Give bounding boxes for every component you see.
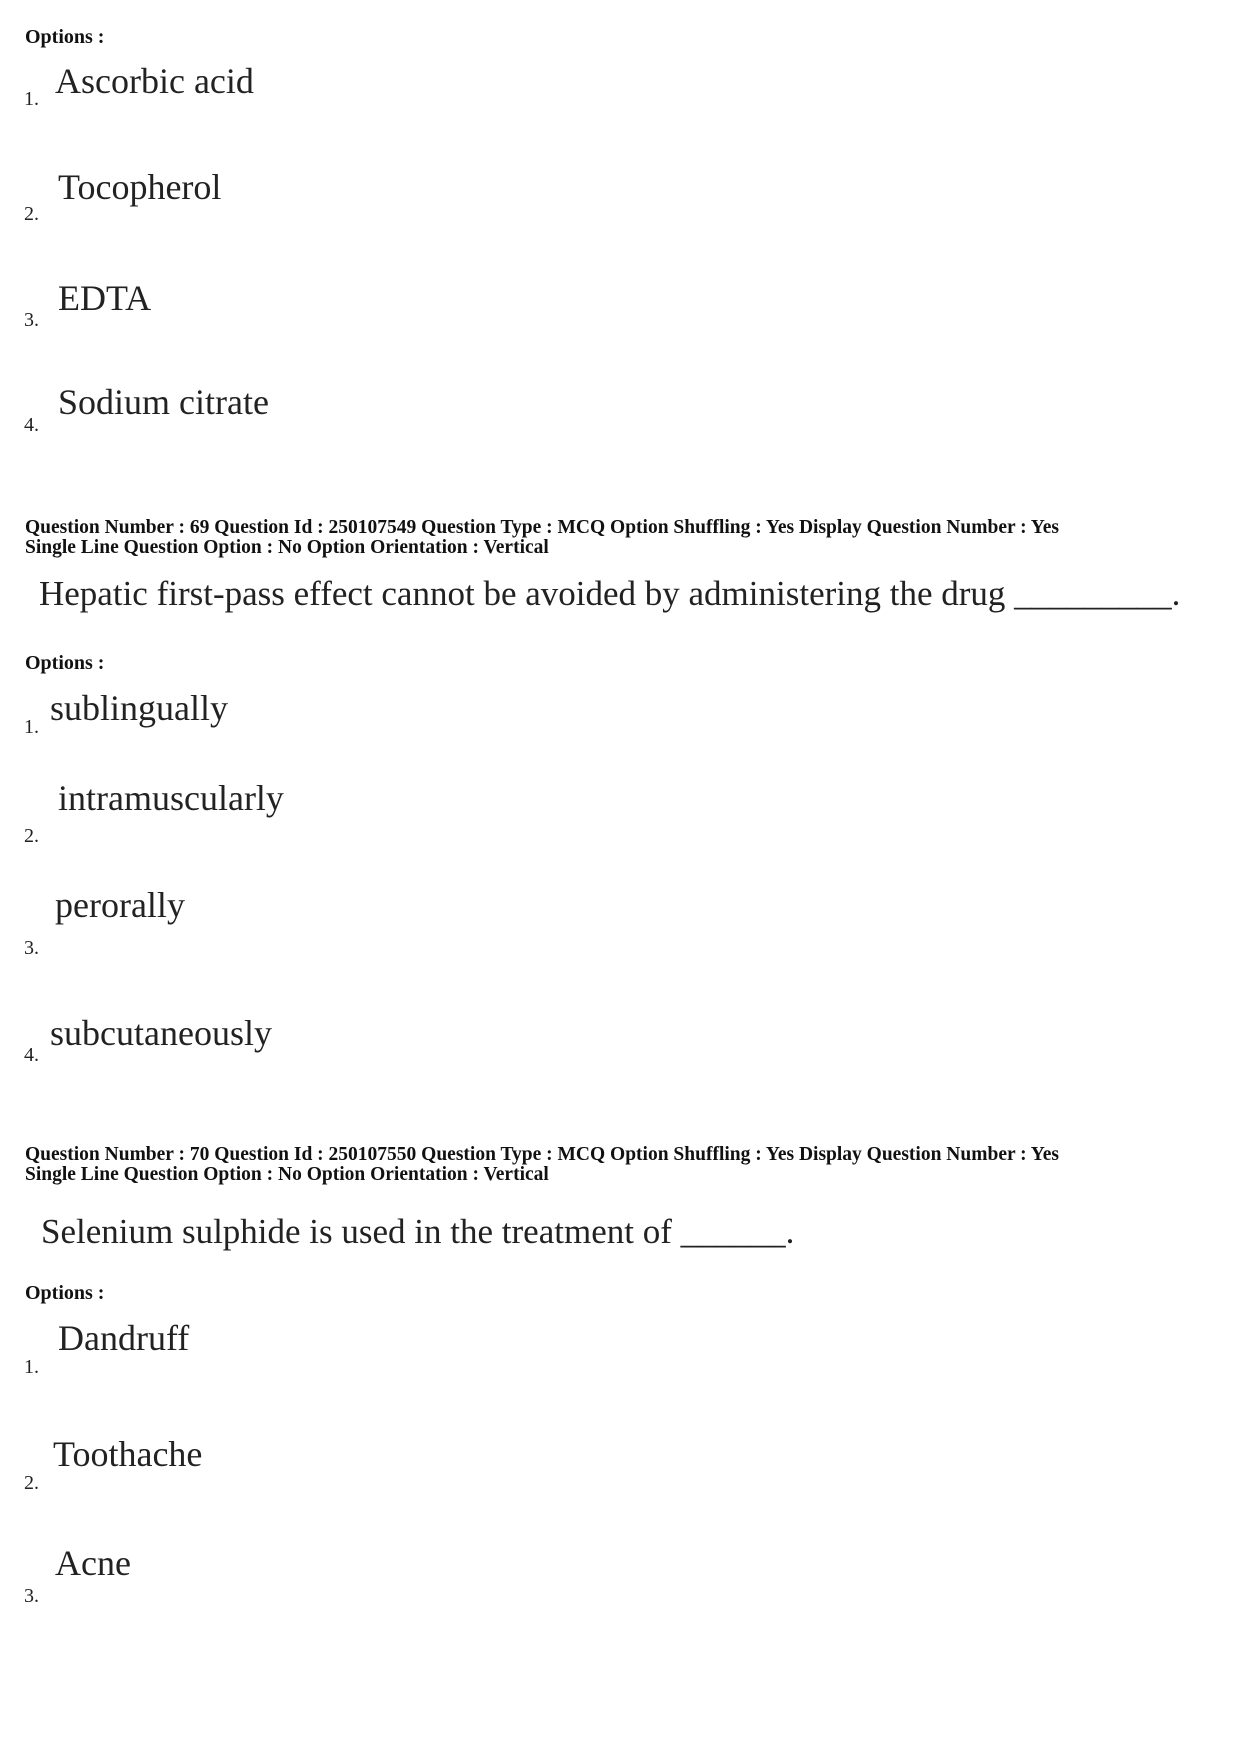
options-label: Options : bbox=[25, 26, 105, 48]
option-number: 4. bbox=[24, 414, 39, 436]
option-text[interactable]: Toothache bbox=[53, 1434, 203, 1474]
option-text[interactable]: Ascorbic acid bbox=[55, 61, 254, 101]
option-number: 3. bbox=[24, 937, 39, 959]
option-text[interactable]: intramuscularly bbox=[58, 778, 284, 818]
option-text[interactable]: sublingually bbox=[50, 688, 228, 728]
option-number: 1. bbox=[24, 1356, 39, 1378]
option-text[interactable]: Acne bbox=[55, 1543, 131, 1583]
option-number: 1. bbox=[24, 88, 39, 110]
question-meta-line1: Question Number : 70 Question Id : 250107550 Question Type : MCQ Option Shuffling : Yes Display Question Number : Yes bbox=[25, 1144, 1059, 1165]
option-text[interactable]: Dandruff bbox=[58, 1318, 190, 1358]
question-meta-line2: Single Line Question Option : No Option Orientation : Vertical bbox=[25, 537, 549, 558]
option-number: 3. bbox=[24, 1585, 39, 1607]
options-label: Options : bbox=[25, 1282, 105, 1304]
option-number: 1. bbox=[24, 716, 39, 738]
option-text[interactable]: perorally bbox=[55, 885, 185, 925]
option-number: 2. bbox=[24, 203, 39, 225]
question-meta-line2: Single Line Question Option : No Option Orientation : Vertical bbox=[25, 1164, 549, 1185]
question-meta-line1: Question Number : 69 Question Id : 250107549 Question Type : MCQ Option Shuffling : Yes Display Question Number : Yes bbox=[25, 517, 1059, 538]
option-text[interactable]: EDTA bbox=[58, 278, 152, 318]
options-label: Options : bbox=[25, 652, 105, 674]
option-text[interactable]: Sodium citrate bbox=[58, 382, 269, 422]
option-number: 3. bbox=[24, 309, 39, 331]
option-text[interactable]: subcutaneously bbox=[50, 1013, 272, 1053]
option-number: 2. bbox=[24, 825, 39, 847]
option-number: 2. bbox=[24, 1472, 39, 1494]
option-number: 4. bbox=[24, 1044, 39, 1066]
question-text: Selenium sulphide is used in the treatment of ______. bbox=[41, 1212, 795, 1251]
option-text[interactable]: Tocopherol bbox=[58, 167, 222, 207]
question-text: Hepatic first-pass effect cannot be avoided by administering the drug _________. bbox=[39, 574, 1181, 613]
